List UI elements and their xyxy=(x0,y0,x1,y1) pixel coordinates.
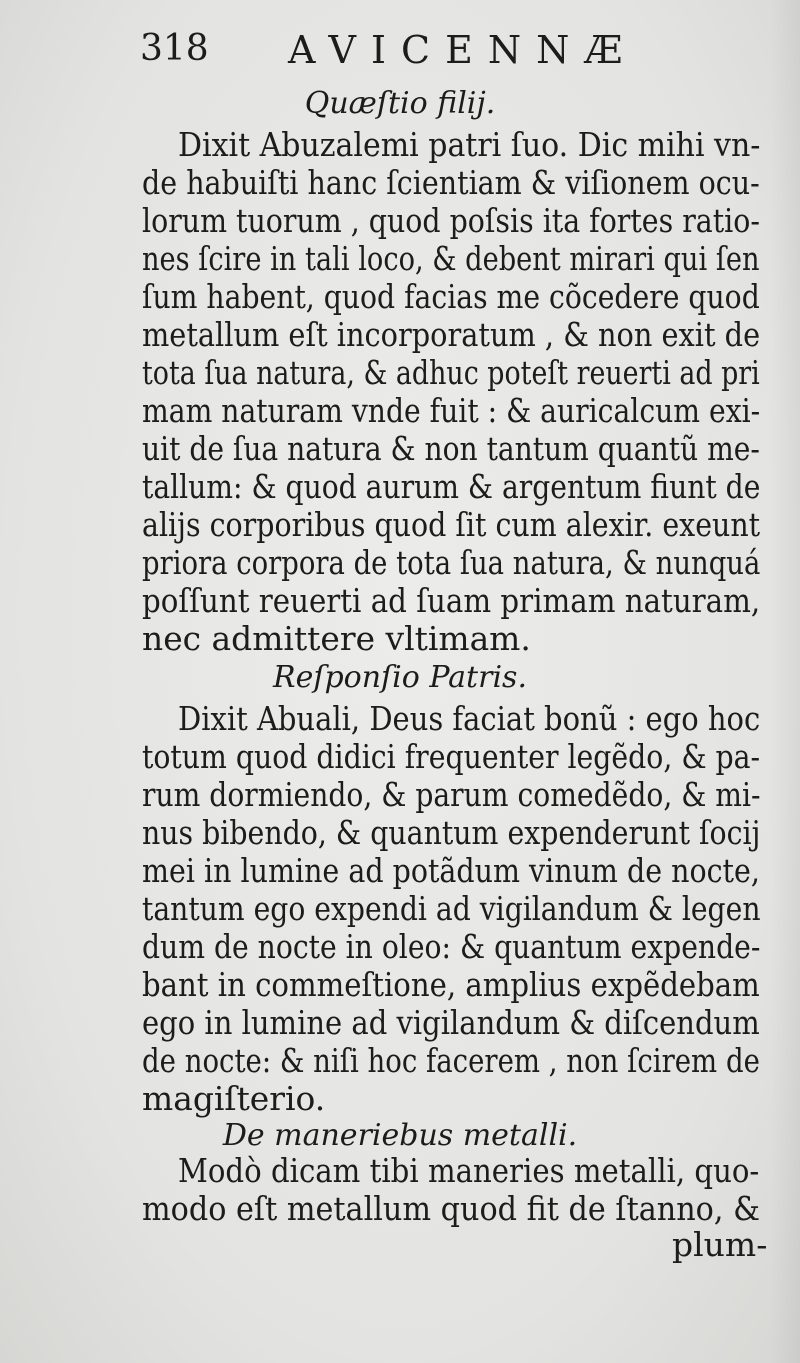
section-heading: De maneriebus metalli. xyxy=(222,1118,578,1153)
page-number: 318 xyxy=(140,28,209,69)
text-line: nec admittere vltimam. xyxy=(142,619,531,658)
text-line: rum dormiendo, & parum comedẽdo, & mi- xyxy=(142,775,761,814)
text-line: tota ſua natura, & adhuc poteſt reuerti ad pri xyxy=(142,353,760,392)
text-line: ego in lumine ad vigilandum & diſcendum xyxy=(142,1003,760,1042)
section-heading: Quæſtio filij. xyxy=(304,86,496,121)
text-line: magiſterio. xyxy=(142,1079,326,1118)
text-line: ſum habent, quod facias me cõcedere quod xyxy=(142,277,760,316)
text-line: metallum eſt incorporatum , & non exit de xyxy=(142,315,761,354)
text-line: nus bibendo, & quantum expenderunt ſocij xyxy=(142,813,761,852)
text-line: Modò dicam tibi maneries metalli, quo- xyxy=(178,1151,760,1190)
page-header xyxy=(140,28,760,78)
text-line: tantum ego expendi ad vigilandum & legen xyxy=(142,889,761,928)
text-line: de habuiſti hanc ſcientiam & viſionem ocu- xyxy=(142,163,760,202)
text-line: alijs corporibus quod ſit cum alexir. exeunt xyxy=(142,505,761,544)
running-title: AVICENNÆ xyxy=(288,28,638,72)
catchword: plum- xyxy=(672,1225,768,1264)
text-line: uit de ſua natura & non tantum quantũ me- xyxy=(142,429,760,468)
text-line: nes ſcire in tali loco, & debent mirari qui ſen xyxy=(142,239,760,278)
text-line: poſſunt reuerti ad ſuam primam naturam, xyxy=(142,581,761,620)
text-line: totum quod didici frequenter legẽdo, & pa- xyxy=(142,737,761,776)
text-line: Dixit Abuzalemi patri ſuo. Dic mihi vn- xyxy=(178,125,761,164)
text-line: tallum: & quod aurum & argentum fiunt de xyxy=(142,467,761,506)
text-line: modo eſt metallum quod fit de ſtanno, & xyxy=(142,1189,761,1228)
text-line: dum de nocte in oleo: & quantum expende- xyxy=(142,927,761,966)
text-line: bant in commeſtione, amplius expẽdebam xyxy=(142,965,760,1004)
section-heading: Reſponſio Patris. xyxy=(273,660,527,695)
text-line: Dixit Abuali, Deus faciat bonũ : ego hoc xyxy=(178,699,761,738)
text-line: priora corpora de tota ſua natura, & nunquá xyxy=(142,543,761,582)
text-line: lorum tuorum , quod poſsis ita fortes ratio- xyxy=(142,201,760,240)
text-line: de nocte: & niſi hoc facerem , non ſcirem de xyxy=(142,1041,760,1080)
text-line: mam naturam vnde fuit : & auricalcum exi- xyxy=(142,391,761,430)
text-line: mei in lumine ad potãdum vinum de nocte, xyxy=(142,851,760,890)
